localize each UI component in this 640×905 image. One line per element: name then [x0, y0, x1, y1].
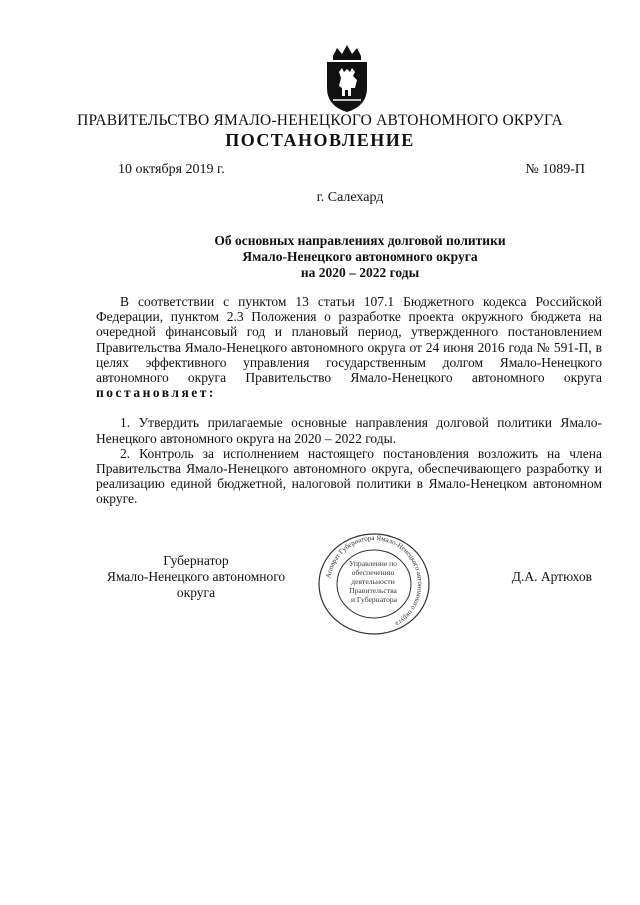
document-date: 10 октября 2019 г.: [118, 162, 225, 177]
body-item-2: 2. Контроль за исполнением настоящего постановления возложить на члена Правительства Ямало-Ненецкого автономного округа, обеспечивающего разработку и реализацию единой бюджетной, налоговой политики в Ямало-Ненецком автономном округе.: [96, 445, 602, 507]
document-subject: [0, 233, 640, 281]
subject-line-1: Об основных направлениях долговой политики: [214, 233, 506, 248]
subject-line-3: на 2020 – 2022 годы: [300, 265, 420, 280]
document-number: № 1089-П: [525, 162, 585, 177]
signatory-position-line-2: Ямало-Ненецкого автономного округа: [106, 569, 286, 600]
body-intro-text: В соответствии с пунктом 13 статьи 107.1 Бюджетного кодекса Российской Федерации, пунктом 2.3 Положения о разработке проекта окружного бюджета на очередной финансовый год и плановый период, утвержденного постановлением Правительства Ямало-Ненецкого автономного округа от 24 июня 2016 года № 591-П, в целях эффективного управления государственным долгом Ямало-Ненецкого автономного округа Правительство Ямало-Ненецкого автономного округа: [96, 294, 602, 386]
government-title: ПРАВИТЕЛЬСТВО ЯМАЛО-НЕНЕЦКОГО АВТОНОМНОГО ОКРУГА: [77, 112, 563, 129]
body-item-1: 1. Утвердить прилагаемые основные направления долговой политики Ямало-Ненецкого автономного округа на 2020 – 2022 годы.: [96, 415, 602, 446]
stamp-center-text: Управление по обеспечению деятельности Правительства и Губернатора: [349, 559, 398, 604]
stamp-ring-text: Аппарат Губернатора Ямало-Ненецкого автономного округа: [324, 533, 425, 629]
official-stamp: [316, 532, 432, 636]
signatory-name: Д.А. Артюхов: [511, 569, 592, 584]
decree-word: постановляет:: [96, 385, 216, 401]
document-city: г. Салехард: [316, 190, 384, 205]
body-intro-paragraph: [96, 294, 602, 400]
signatory-position: [96, 553, 296, 601]
yamal-emblem-icon: [323, 42, 371, 114]
signatory-position-line-1: Губернатор: [163, 553, 229, 568]
document-body: [96, 294, 602, 507]
document-type: ПОСТАНОВЛЕНИЕ: [225, 130, 415, 150]
subject-line-2: Ямало-Ненецкого автономного округа: [242, 249, 478, 264]
